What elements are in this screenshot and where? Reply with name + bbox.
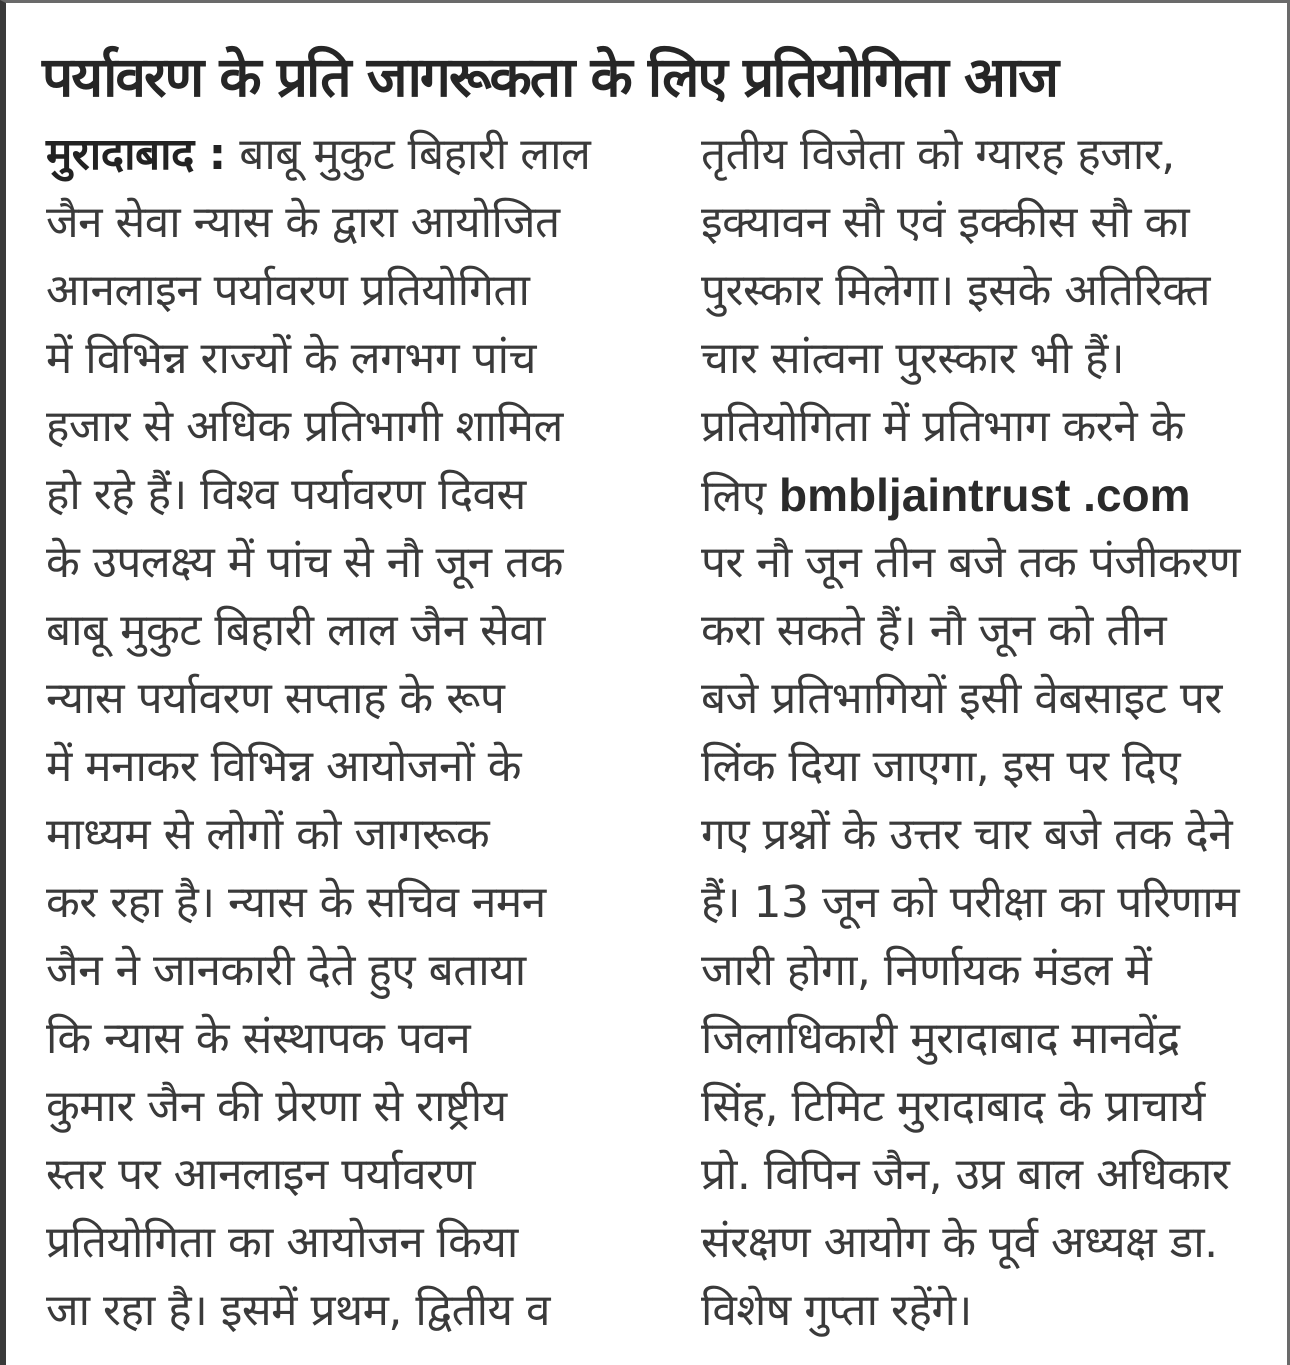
text-line: चार सांत्वना पुरस्कार भी हैं। <box>701 333 1125 384</box>
text-line: कर रहा है। न्यास के सचिव नमन <box>46 877 546 928</box>
text-line: हो रहे हैं। विश्व पर्यावरण दिवस <box>46 469 526 520</box>
text-line: माध्यम से लोगों को जागरूक <box>46 809 490 860</box>
text-line: प्रो. विपिन जैन, उप्र बाल अधिकार <box>701 1149 1230 1200</box>
url-line <box>701 461 1286 529</box>
text-line: पुरस्कार मिलेगा। इसके अतिरिक्त <box>701 265 1210 316</box>
text-line: करा सकते हैं। नौ जून को तीन <box>701 605 1167 656</box>
text-line: जारी होगा, निर्णायक मंडल में <box>701 945 1152 996</box>
text-line: में मनाकर विभिन्न आयोजनों के <box>46 741 522 792</box>
text-line: जैन ने जानकारी देते हुए बताया <box>46 945 526 996</box>
text-line: हजार से अधिक प्रतिभागी शामिल <box>46 401 563 452</box>
dateline: मुरादाबाद : <box>46 129 226 180</box>
text-line: के उपलक्ष्य में पांच से नौ जून तक <box>46 537 563 588</box>
text-line: जैन सेवा न्यास के द्वारा आयोजित <box>46 197 560 248</box>
text-line: कुमार जैन की प्रेरणा से राष्ट्रीय <box>46 1081 507 1132</box>
text-line: जिलाधिकारी मुरादाबाद मानवेंद्र <box>701 1013 1180 1064</box>
text-line: में विभिन्न राज्यों के लगभग पांच <box>46 333 536 384</box>
text-line: जा रहा है। इसमें प्रथम, द्वितीय व <box>46 1285 551 1336</box>
text-line: प्रतियोगिता में प्रतिभाग करने के <box>701 401 1184 452</box>
article-column-right <box>701 121 1286 1345</box>
text-line: लिंक दिया जाएगा, इस पर दिए <box>701 741 1181 792</box>
text-line: सिंह, टिमिट मुरादाबाद के प्राचार्य <box>701 1081 1205 1132</box>
text-line: बाबू मुकुट बिहारी लाल जैन सेवा <box>46 605 545 656</box>
article-column-left <box>46 121 646 1345</box>
text-line: संरक्षण आयोग के पूर्व अध्यक्ष डा. <box>701 1217 1218 1268</box>
text-line: पर नौ जून तीन बजे तक पंजीकरण <box>701 537 1240 588</box>
text-line: कि न्यास के संस्थापक पवन <box>46 1013 471 1064</box>
first-line-text: बाबू मुकुट बिहारी लाल <box>225 129 591 180</box>
text-line: प्रतियोगिता का आयोजन किया <box>46 1217 518 1268</box>
url-prefix: लिए <box>701 471 780 522</box>
text-line: बजे प्रतिभागियों इसी वेबसाइट पर <box>701 673 1222 724</box>
text-line: आनलाइन पर्यावरण प्रतियोगिता <box>46 265 530 316</box>
text-line: इक्यावन सौ एवं इक्कीस सौ का <box>701 197 1190 248</box>
text-line: न्यास पर्यावरण सप्ताह के रूप <box>46 673 505 724</box>
website-url: bmbljaintrust .com <box>779 469 1191 521</box>
text-line: गए प्रश्नों के उत्तर चार बजे तक देने <box>701 809 1233 860</box>
first-line <box>46 121 646 189</box>
headline: पर्यावरण के प्रति जागरूकता के लिए प्रतियोगिता आज <box>42 45 1058 109</box>
text-line: तृतीय विजेता को ग्यारह हजार, <box>701 129 1175 180</box>
text-line: हैं। 13 जून को परीक्षा का परिणाम <box>701 877 1240 928</box>
text-line: विशेष गुप्ता रहेंगे। <box>701 1285 972 1336</box>
text-line: स्तर पर आनलाइन पर्यावरण <box>46 1149 475 1200</box>
